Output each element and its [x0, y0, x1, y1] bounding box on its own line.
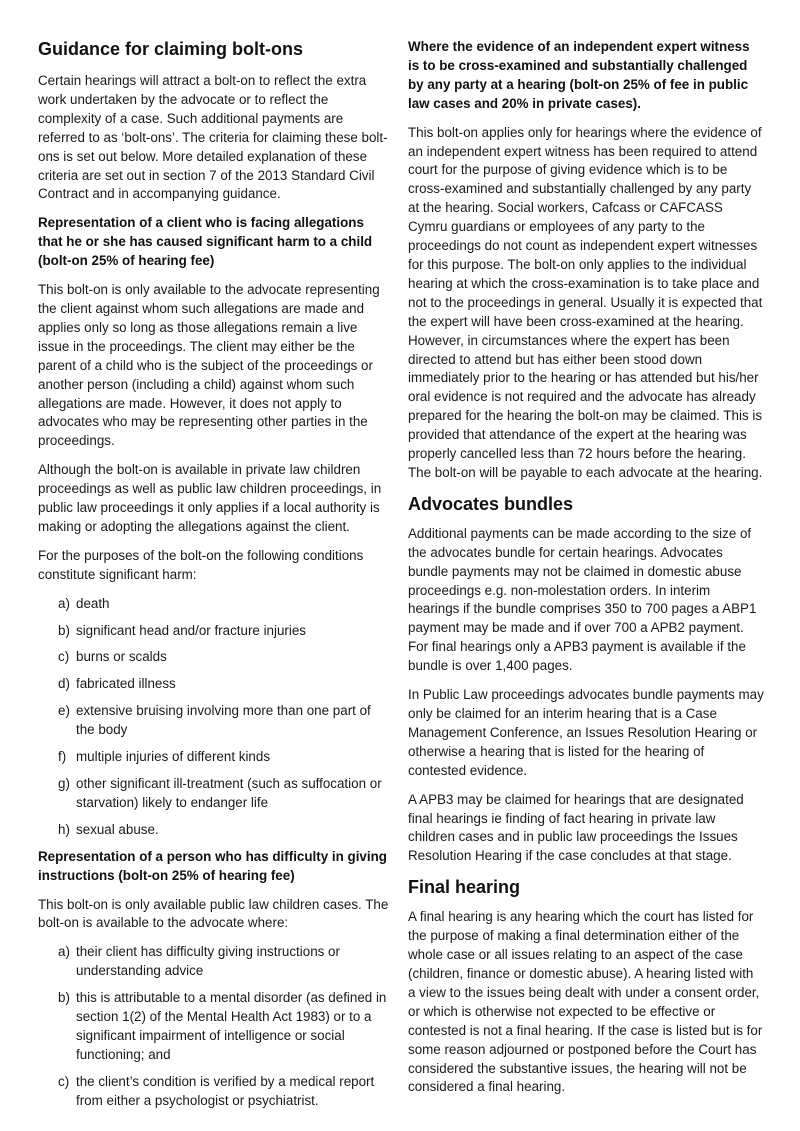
list-item: [38, 1073, 390, 1111]
paragraph: Additional payments can be made according to the size of the advocates bundle for certain hearings. Advocates bundle payments may not be claimed in domestic abuse proceedings e.g. non-molestation orders. In interim hearings if the bundle comprises 350 to 700 pages a ABP1 payment may be made and if over 700 a APB2 payment. For final hearings only a APB3 payment is available if the bundle is over 1,400 pages.: [408, 525, 757, 674]
paragraph: A final hearing is any hearing which the court has listed for the purpose of making a final determination either of the whole case or all issues relating to an aspect of the case (children, finance or domestic abuse). A hearing listed with a view to the issues being dealt with under a consent order, or which is otherwise not expected to be effective or contested is not a final hearing. If the case is listed but is for some reason adjourned or postponed before the Court has considered the substantive issues, the hearing will not be considered a final hearing.: [408, 909, 763, 1095]
list-item: [38, 775, 390, 813]
intro-paragraph: Certain hearings will attract a bolt-on to reflect the extra work undertaken by the advocate or to reflect the complexity of a case. Such additional payments are referred to as ‘bolt-ons’. The criteria for claiming these bolt-ons is set out below. More detailed explanation of these criteria are set out in section 7 of the 2013 Standard Civil Contract and in accompanying guidance.: [38, 73, 388, 202]
list-item: [38, 622, 390, 641]
list-item: [38, 943, 390, 981]
list-item-text: significant head and/or fracture injuries: [76, 622, 307, 638]
list-marker: g): [58, 776, 70, 791]
paragraph: A APB3 may be claimed for hearings that are designated final hearings ie finding of fact hearing in private law children cases and in public law proceedings the Issues Resolution Hearing if the case concludes at that stage.: [408, 791, 744, 864]
section-heading-final-hearing: Final hearing: [408, 877, 521, 898]
list-marker: d): [58, 676, 70, 692]
list-marker: h): [58, 821, 70, 837]
paragraph: For the purposes of the bolt-on the following conditions constitute significant harm:: [38, 547, 364, 582]
list-marker: b): [58, 990, 70, 1006]
list-marker: a): [58, 944, 70, 960]
conditions-list: [38, 943, 390, 1110]
list-item: [38, 702, 390, 740]
paragraph: This bolt-on applies only for hearings where the evidence of an independent expert witness has been required to attend court for the purpose of giving evidence which is to be cross-examined and substantially challenged by any party at the hearing. Social workers, Cafcass or CAFCASS Cymru guardians or employees of any party to the proceedings do not count as independent expert witnesses for this purpose. The bolt-on only applies to the individual hearing at which the cross-examination is to take place and not to the proceedings in general. Usually it is expected that the expert will have been cross-examined at the hearing. However, in circumstances where the expert has been directed to attend but has either been stood down immediately prior to the hearing or has attended but his/her oral evidence is not required and the advocate has already prepared for the hearing the bolt-on may be claimed. This is provided that attendance of the expert at the hearing was properly cancelled less than 72 hours before the hearing. The bolt-on will be payable to each advocate at the hearing.: [408, 124, 763, 480]
list-item-text: the client’s condition is verified by a medical report from either a psychologist or psychiatrist.: [76, 1073, 375, 1108]
list-item: [38, 821, 390, 840]
list-item-text: burns or scalds: [76, 649, 167, 665]
list-item: [38, 748, 390, 767]
list-marker: c): [58, 1073, 70, 1089]
list-marker: b): [58, 622, 70, 638]
list-item-text: sexual abuse.: [76, 821, 159, 837]
subheading-difficulty-instructions: Representation of a person who has difficulty in giving instructions (bolt-on 25% of hearing fee): [38, 848, 387, 883]
list-item: [38, 648, 390, 667]
list-item-text: this is attributable to a mental disorder (as defined in section 1(2) of the Mental Health Act 1983) or to a significant impairment of intelligence or social functioning; and: [76, 990, 387, 1062]
list-marker: a): [58, 595, 70, 611]
list-item-text: fabricated illness: [76, 676, 176, 692]
paragraph: Although the bolt-on is available in private law children proceedings as well as public law children proceedings, in public law proceedings it only applies if a local authority is making or adopting the allegations against the client.: [38, 462, 382, 534]
list-item-text: extensive bruising involving more than one part of the body: [76, 703, 371, 738]
harm-conditions-list: [38, 595, 390, 840]
list-item-text: other significant ill-treatment (such as suffocation or starvation) likely to endanger life: [76, 776, 382, 810]
paragraph: This bolt-on is only available to the advocate representing the client against whom such allegations are made and applies only so long as those allegations remain a live issue in the proceedings. The client may either be the parent of a child who is the subject of the proceedings or another person (including a child) against whom such allegations are made. However, it does not apply to advocates who may be representing other parties in the proceedings.: [38, 282, 380, 449]
list-marker: e): [58, 703, 70, 719]
left-column: [38, 0, 390, 1119]
right-column: [408, 0, 764, 1107]
list-item-text: their client has difficulty giving instructions or understanding advice: [76, 944, 340, 979]
subheading-expert-witness: Where the evidence of an independent expert witness is to be cross-examined and substantially challenged by any party at a hearing (bolt-on 25% of fee in public law cases and 20% in private cases).: [408, 39, 750, 111]
subheading-significant-harm: Representation of a client who is facing allegations that he or she has caused significant harm to a child (bolt-on 25% of hearing fee): [38, 215, 373, 269]
list-marker: c): [58, 649, 70, 665]
paragraph: In Public Law proceedings advocates bundle payments may only be claimed for an interim hearing that is a Case Management Conference, an Issues Resolution Hearing or otherwise a hearing that is listed for the hearing of contested evidence.: [408, 687, 764, 778]
paragraph: This bolt-on is only available public law children cases. The bolt-on is available to the advocate where:: [38, 896, 389, 931]
section-heading-bolt-ons: Guidance for claiming bolt-ons: [38, 39, 304, 59]
section-heading-advocates-bundles: Advocates bundles: [408, 493, 574, 514]
list-item: [38, 675, 390, 694]
list-item: [38, 595, 390, 614]
list-item-text: multiple injuries of different kinds: [76, 749, 271, 765]
list-item-text: death: [76, 595, 110, 611]
list-item: [38, 989, 390, 1065]
list-marker: f): [58, 749, 67, 765]
